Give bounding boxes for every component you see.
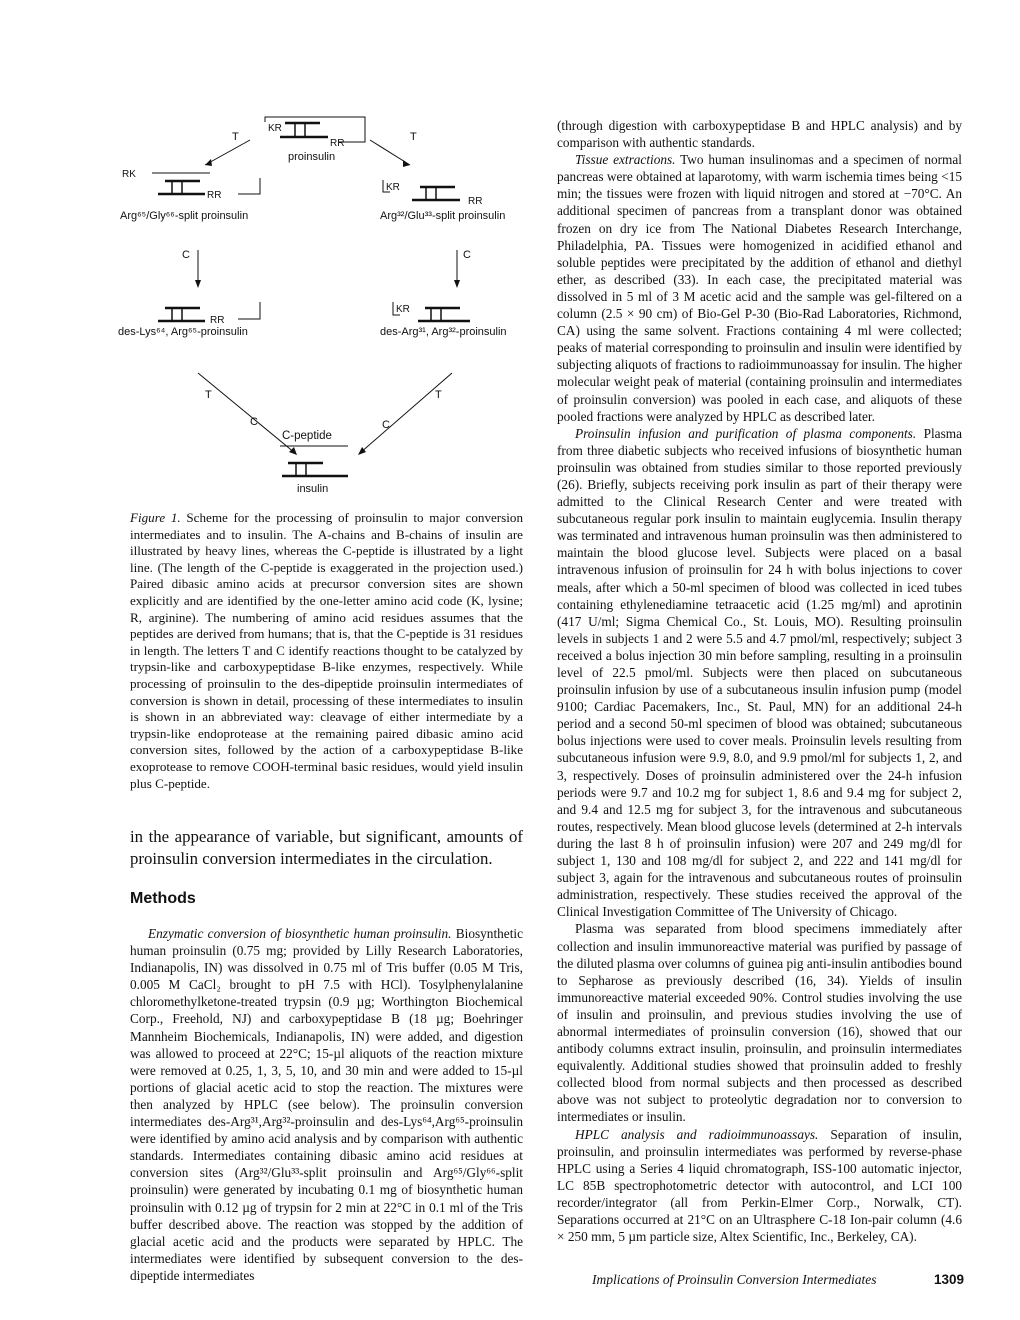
letter-c: C xyxy=(463,249,471,261)
letter-rr: RR xyxy=(207,190,222,201)
paragraph-continuation xyxy=(557,117,962,151)
letter-rr: RR xyxy=(330,138,345,149)
letter-t: T xyxy=(232,131,239,143)
letter-c: C xyxy=(250,416,258,428)
paragraph-title: Proinsulin infusion and purification of plasma components. xyxy=(575,425,917,441)
running-title: Implications of Proinsulin Conversion Intermediates xyxy=(592,1272,877,1287)
insulin-structure xyxy=(282,463,348,476)
deslys-structure xyxy=(158,302,260,321)
letter-kr: KR xyxy=(386,182,400,193)
right-column xyxy=(557,117,962,1245)
page-number: 1309 xyxy=(933,1272,964,1287)
label-deslys: des-Lys⁶⁴, Arg⁶⁵-proinsulin xyxy=(118,326,248,338)
label-insulin: insulin xyxy=(297,483,329,495)
paragraph-plasma-separation xyxy=(557,920,962,1125)
intro-continuation xyxy=(130,826,523,869)
label-arg32-split: Arg³²/Glu³³-split proinsulin xyxy=(380,210,506,222)
caption-text: Scheme for the processing of proinsulin to major conversion intermediates and to insulin. The A-chains and B-chains of insulin are illustrated by heavy lines, whereas the C-peptide is illustrated by a light line. (The length of the C-peptide is exaggerated in the projection used.) Paired dibasic amino acids at precursor conversion sites are shown explicitly and are identified by the one-letter amino acid code (K, lysine; R, arginine). The numbering of amino acid residues assumes that the peptides are derived from humans; that is, that the C-peptide is 31 residues in length. The letters T and C identify reactions thought to be catalyzed by trypsin-like and carboxypeptidase B-like enzymes, respectively. While processing of proinsulin to the des-dipeptide proinsulin intermediates of conversion is shown in detail, processing of these intermediates to insulin is shown in an abbreviated way: cleavage of either intermediate by a trypsin-like endoprotease at the remaining paired dibasic amino acid conversion sites, followed by the action of a carboxypeptidase B-like exoprotease to remove COOH-terminal basic residues, would yield insulin plus C-peptide. xyxy=(130,510,523,791)
paragraph-title: HPLC analysis and radioimmunoassays. xyxy=(575,1126,819,1142)
intro-text: in the appearance of variable, but significant, amounts of proinsulin conversion intermediates in the circulation. xyxy=(130,827,523,868)
paragraph-text: (through digestion with carboxypeptidase B and HPLC analysis) and by comparison with authentic standards. xyxy=(557,118,962,151)
figure-caption xyxy=(130,510,523,792)
letter-rr: RR xyxy=(210,315,225,326)
letter-rk: RK xyxy=(122,169,136,180)
letter-c: C xyxy=(182,249,190,261)
letter-kr: KR xyxy=(268,123,282,134)
paragraph-tissue-extractions xyxy=(557,151,962,425)
label-arg65-split: Arg⁶⁵/Gly⁶⁶-split proinsulin xyxy=(120,210,249,222)
letter-c: C xyxy=(382,419,390,431)
paragraph-text: Plasma from three diabetic subjects who received infusions of biosynthetic human proinsulin was obtained from studies similar to those reported previously (26). Briefly, subjects receiving pork insulin as part of their therapy were admitted to the Clinical Research Center and were treated with subcutaneous regular pork insulin to maintain euglycemia. Insulin therapy was terminated and intravenous human proinsulin was then administered to maintain the blood glucose level. Subjects were placed on a basal intravenous infusion of proinsulin for 24 h with bolus injections to cover meals, after which a 50-ml specimen of blood was collected in iced tubes containing ethylenediamine tetraacetic acid (1.25 mg/ml) and aprotinin (417 U/ml; Sigma Chemical Co., St. Louis, MO). Resulting proinsulin levels in subjects 1 and 2 were 5.5 and 4.7 pmol/ml, respectively; subject 3 received a bolus injection 30 min before sampling, resulting in a proinsulin level of 22.5 pmol/ml. Subjects were then placed on subcutaneous proinsulin infusion by use of a subcutaneous insulin infusion pump (model 9100; Cardiac Pacemakers, Inc., St. Paul, MN) for an additional 24-h period and a second 50-ml specimen of blood was obtained; subcutaneous bolus injections were used to cover meals. Proinsulin levels resulting from subcutaneous infusion were 9.9, 8.0, and 9.9 pmol/ml for subjects 1, 2, and 3, respectively. Doses of proinsulin administered over the 24-h infusion periods were 9.7 and 10.2 mg for subject 1, 8.6 and 9.4 mg for subject 2, and 9.4 and 12.5 mg for subject 3, for the intravenous and subcutaneous routes, respectively. Mean blood glucose levels (determined at 2-h intervals during the last 8 h of proinsulin infusion) were 207 and 249 mg/dl for subject 1, 130 and 108 mg/dl for subject 2, and 222 and 141 mg/dl for subject 3, again for the intravenous and subcutaneous routes of proinsulin administration, respectively. These studies received the approval of the Clinical Investigation Committee of The University of Chicago. xyxy=(557,425,962,920)
letter-kr: KR xyxy=(396,304,410,315)
label-cpeptide: C-peptide xyxy=(282,430,332,442)
paragraph-hplc-analysis xyxy=(557,1126,962,1246)
paragraph-text: Biosynthetic human proinsulin (0.75 mg; provided by Lilly Research Laboratories, Indianapolis, IN) was dissolved in 0.75 ml of Tris buffer (0.05 M Tris, 0.005 M CaCl₂ brought to pH 7.5 with HCl). Tosylphenylalanine chloromethylketone-treated trypsin (0.9 µg; Worthington Biochemical Corp., Freehold, NJ) and carboxypeptidase B (18 µg; Boehringer Mannheim Biochemicals, Indianapolis, IN) were added, and digestion was allowed to proceed at 22°C; 15-µl aliquots of the reaction mixture were removed at 0.25, 1, 3, 5, 10, and 30 min and were added to 15-µl portions of glacial acetic acid to stop the reaction. The mixtures were then analyzed by HPLC (see below). The proinsulin conversion intermediates des-Arg³¹,Arg³²-proinsulin and des-Lys⁶⁴,Arg⁶⁵-proinsulin were identified by amino acid analysis and by comparison with authentic standards. Intermediates containing dibasic amino acid residues at conversion sites (Arg³²/Glu³³-split proinsulin and Arg⁶⁵/Gly⁶⁶-split proinsulin) were generated by incubating 0.1 mg of biosynthetic human proinsulin with 0.12 µg of trypsin for 2 min at 22°C in 0.1 ml of the Tris buffer described above. The reaction was stopped by the addition of glacial acetic acid and the products were separated by HPLC. The intermediates were identified by subsequent conversion to the des-dipeptide intermediates xyxy=(130,926,523,1283)
methods-heading: Methods xyxy=(130,890,196,907)
letter-t: T xyxy=(410,131,417,143)
paragraph-title: Enzymatic conversion of biosynthetic human proinsulin. xyxy=(148,926,452,941)
page-footer xyxy=(592,1272,964,1288)
letter-t: T xyxy=(435,389,442,401)
paragraph-text: Separation of insulin, proinsulin, and proinsulin intermediates was performed by reverse-phase HPLC using a Series 4 liquid chromatograph, ISS-100 automatic injector, LC 85B spectrophotometric detector with autocontrol, and LCI 100 recorder/integrator (all from Perkin-Elmer Corp., Norwalk, CT). Separations occurred at 21°C on an Ultrasphere C-18 Ion-pair column (4.6 × 250 mm, 5 µm particle size, Altex Scientific, Inc., Berkeley, CA). xyxy=(557,1126,962,1245)
paragraph-title: Tissue extractions. xyxy=(575,152,676,168)
paragraph-proinsulin-infusion xyxy=(557,425,962,921)
figure-label: Figure 1. xyxy=(130,510,181,525)
left-column xyxy=(130,925,523,1284)
letter-t: T xyxy=(205,389,212,401)
arg65-split-structure xyxy=(152,173,260,194)
label-desarg: des-Arg³¹, Arg³²-proinsulin xyxy=(380,326,507,338)
letter-rr: RR xyxy=(468,196,483,207)
paragraph-text: Plasma was separated from blood specimens immediately after collection and insulin immunoreactive material was purified by passage of the diluted plasma over columns of guinea pig anti-insulin antibodies bound to Sepharose as previously described (16, 34). Yields of insulin immunoreactive material exceeded 90%. Control studies involving the use of insulin and proinsulin, and previous studies involving the use of abnormal intermediates of proinsulin conversion (16), showed that our antibody columns extract insulin, proinsulin, and proinsulin intermediates equivalently. Additional studies showed that proinsulin added to freshly collected blood from normal subjects and then processed as described above was not subject to proteolytic degradation nor to conversion to intermediates or insulin. xyxy=(557,921,962,1125)
paragraph-text: Two human insulinomas and a specimen of normal pancreas were obtained at laparotomy, with warm ischemia times being <15 min; the tissues were frozen with liquid nitrogen and stored at −70°C. An additional specimen of pancreas from a transplant donor was obtained frozen on dry ice from The National Diabetes Research Interchange, Philadelphia, PA. Tissues were homogenized in acidified ethanol and soluble peptides were precipitated by the addition of ethanol and diethyl ether, as described (33). In each case, the precipitated material was dissolved in 5 ml of 3 M acetic acid and the sample was gel-filtered on a column (2.5 × 90 cm) of Bio-Gel P-30 (Bio-Rad Laboratories, Richmond, CA) using the same solvent. Fractions containing 4 ml were collected; peaks of material corresponding to proinsulin and insulin were identified by subjecting aliquots of fractions to radioimmunoassay for insulin. The higher molecular weight peak of material (containing proinsulin and intermediates of proinsulin conversion) was pooled in each case, and aliquots of these pooled fractions were analyzed by HPLC as described later. xyxy=(557,152,962,424)
paragraph-enzymatic-conversion xyxy=(130,925,523,1284)
label-proinsulin: proinsulin xyxy=(288,151,336,163)
